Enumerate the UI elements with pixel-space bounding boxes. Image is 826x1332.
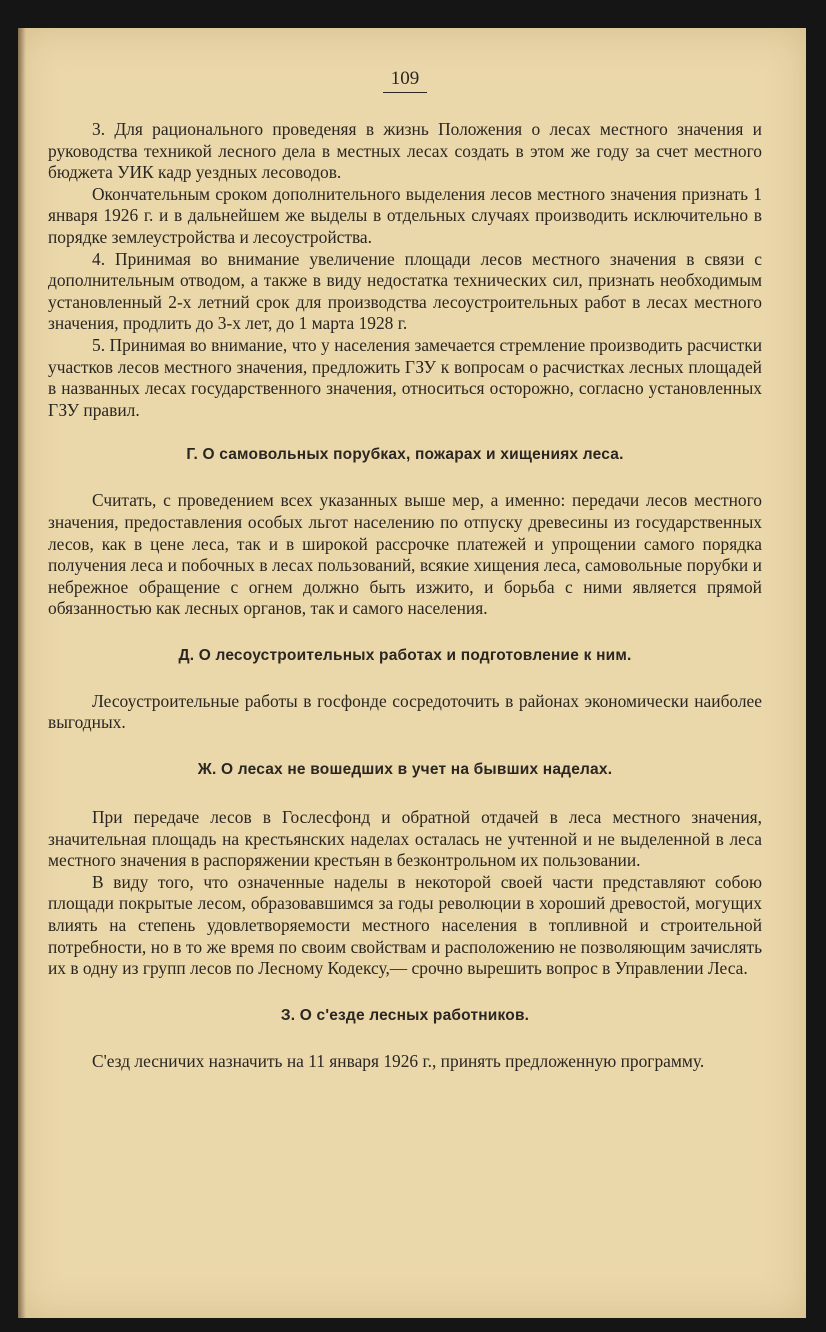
section-heading-g: Г. О самовольных порубках, пожарах и хищениях леса. (186, 446, 624, 464)
page-number (48, 68, 762, 93)
page-content (48, 68, 762, 1072)
section-heading-d: Д. О лесоустроительных работах и подготовление к ним. (178, 646, 632, 664)
paragraph-item-3: 3. Для рационального проведеняя в жизнь Положения о лесах местного значения и руководства техникой лесного дела в местных лесах создать в этом же году за счет местного бюджета УИК кадр уездных лесоводов. (48, 119, 762, 183)
paragraph-section-zh-1: При передаче лесов в Гослесфонд и обратной отдачей в леса местного значения, значительная площадь на крестьянских наделах осталась не учтенной и не выделенной в леса местного значения в распоряжении крестьян в безконтрольном их пользовании. (48, 807, 762, 871)
paragraph-item-5: 5. Принимая во внимание, что у населения замечается стремление производить расчистки участков лесов местного значения, предложить ГЗУ к вопросам о расчистках лесных площадей в названных лесах государственного значения, относиться осторожно, согласно установленных ГЗУ правил. (48, 334, 762, 420)
section-heading-zh: Ж. О лесах не вошедших в учет на бывших наделах. (197, 761, 613, 779)
paragraph-item-4: 4. Принимая во внимание увеличение площади лесов местного значения в связи с дополнительным отводом, а также в виду недостатка технических сил, признать необходимым установленный 2-х летний срок для производства лесоустроительных работ в лесах местного значения, продлить до 3-х лет, до 1 марта 1928 г. (48, 248, 762, 334)
book-page (18, 28, 806, 1318)
paragraph-section-zh-2: В виду того, что означенные наделы в некоторой своей части представляют собою площади покрытые лесом, образовавшимся за годы революции в хороший древостой, могущих влиять на степень удовлетворяемости местного населения в топливной и строительной потребности, но в то же время по своим свойствам и расположению не позволяющим зачислять их в одну из групп лесов по Лесному Кодексу,— срочно вырешить вопрос в Управлении Леса. (48, 871, 762, 979)
section-heading-z: З. О с'езде лесных работников. (280, 1006, 530, 1024)
binding-shadow (18, 28, 26, 1318)
paragraph-section-z: С'езд лесничих назначить на 11 января 1926 г., принять предложенную программу. (92, 1050, 705, 1071)
paragraph-section-g: Считать, с проведением всех указанных выше мер, а именно: передачи лесов местного значения, предоставления особых льгот населению по отпуску древесины из государственных лесов, как в цене леса, так и в широкой рассрочке платежей и упрощении самого порядка получения леса и побочных в лесах пользований, всякие хищения леса, самовольные порубки и небрежное обращение с огнем должно быть изжито, и борьба с ними является прямой обязанностью как лесных органов, так и самого населения. (48, 490, 762, 619)
paragraph-section-d: Лесоустроительные работы в госфонде сосредоточить в районах экономически наиболее выгодных. (48, 690, 762, 733)
page-number-text: 109 (383, 68, 428, 93)
paragraph-deadline: Окончательным сроком дополнительного выделения лесов местного значения признать 1 января 1926 г. и в дальнейшем же выделы в отдельных случаях производить исключительно в порядке землеустройства и лесоустройства. (48, 183, 762, 247)
